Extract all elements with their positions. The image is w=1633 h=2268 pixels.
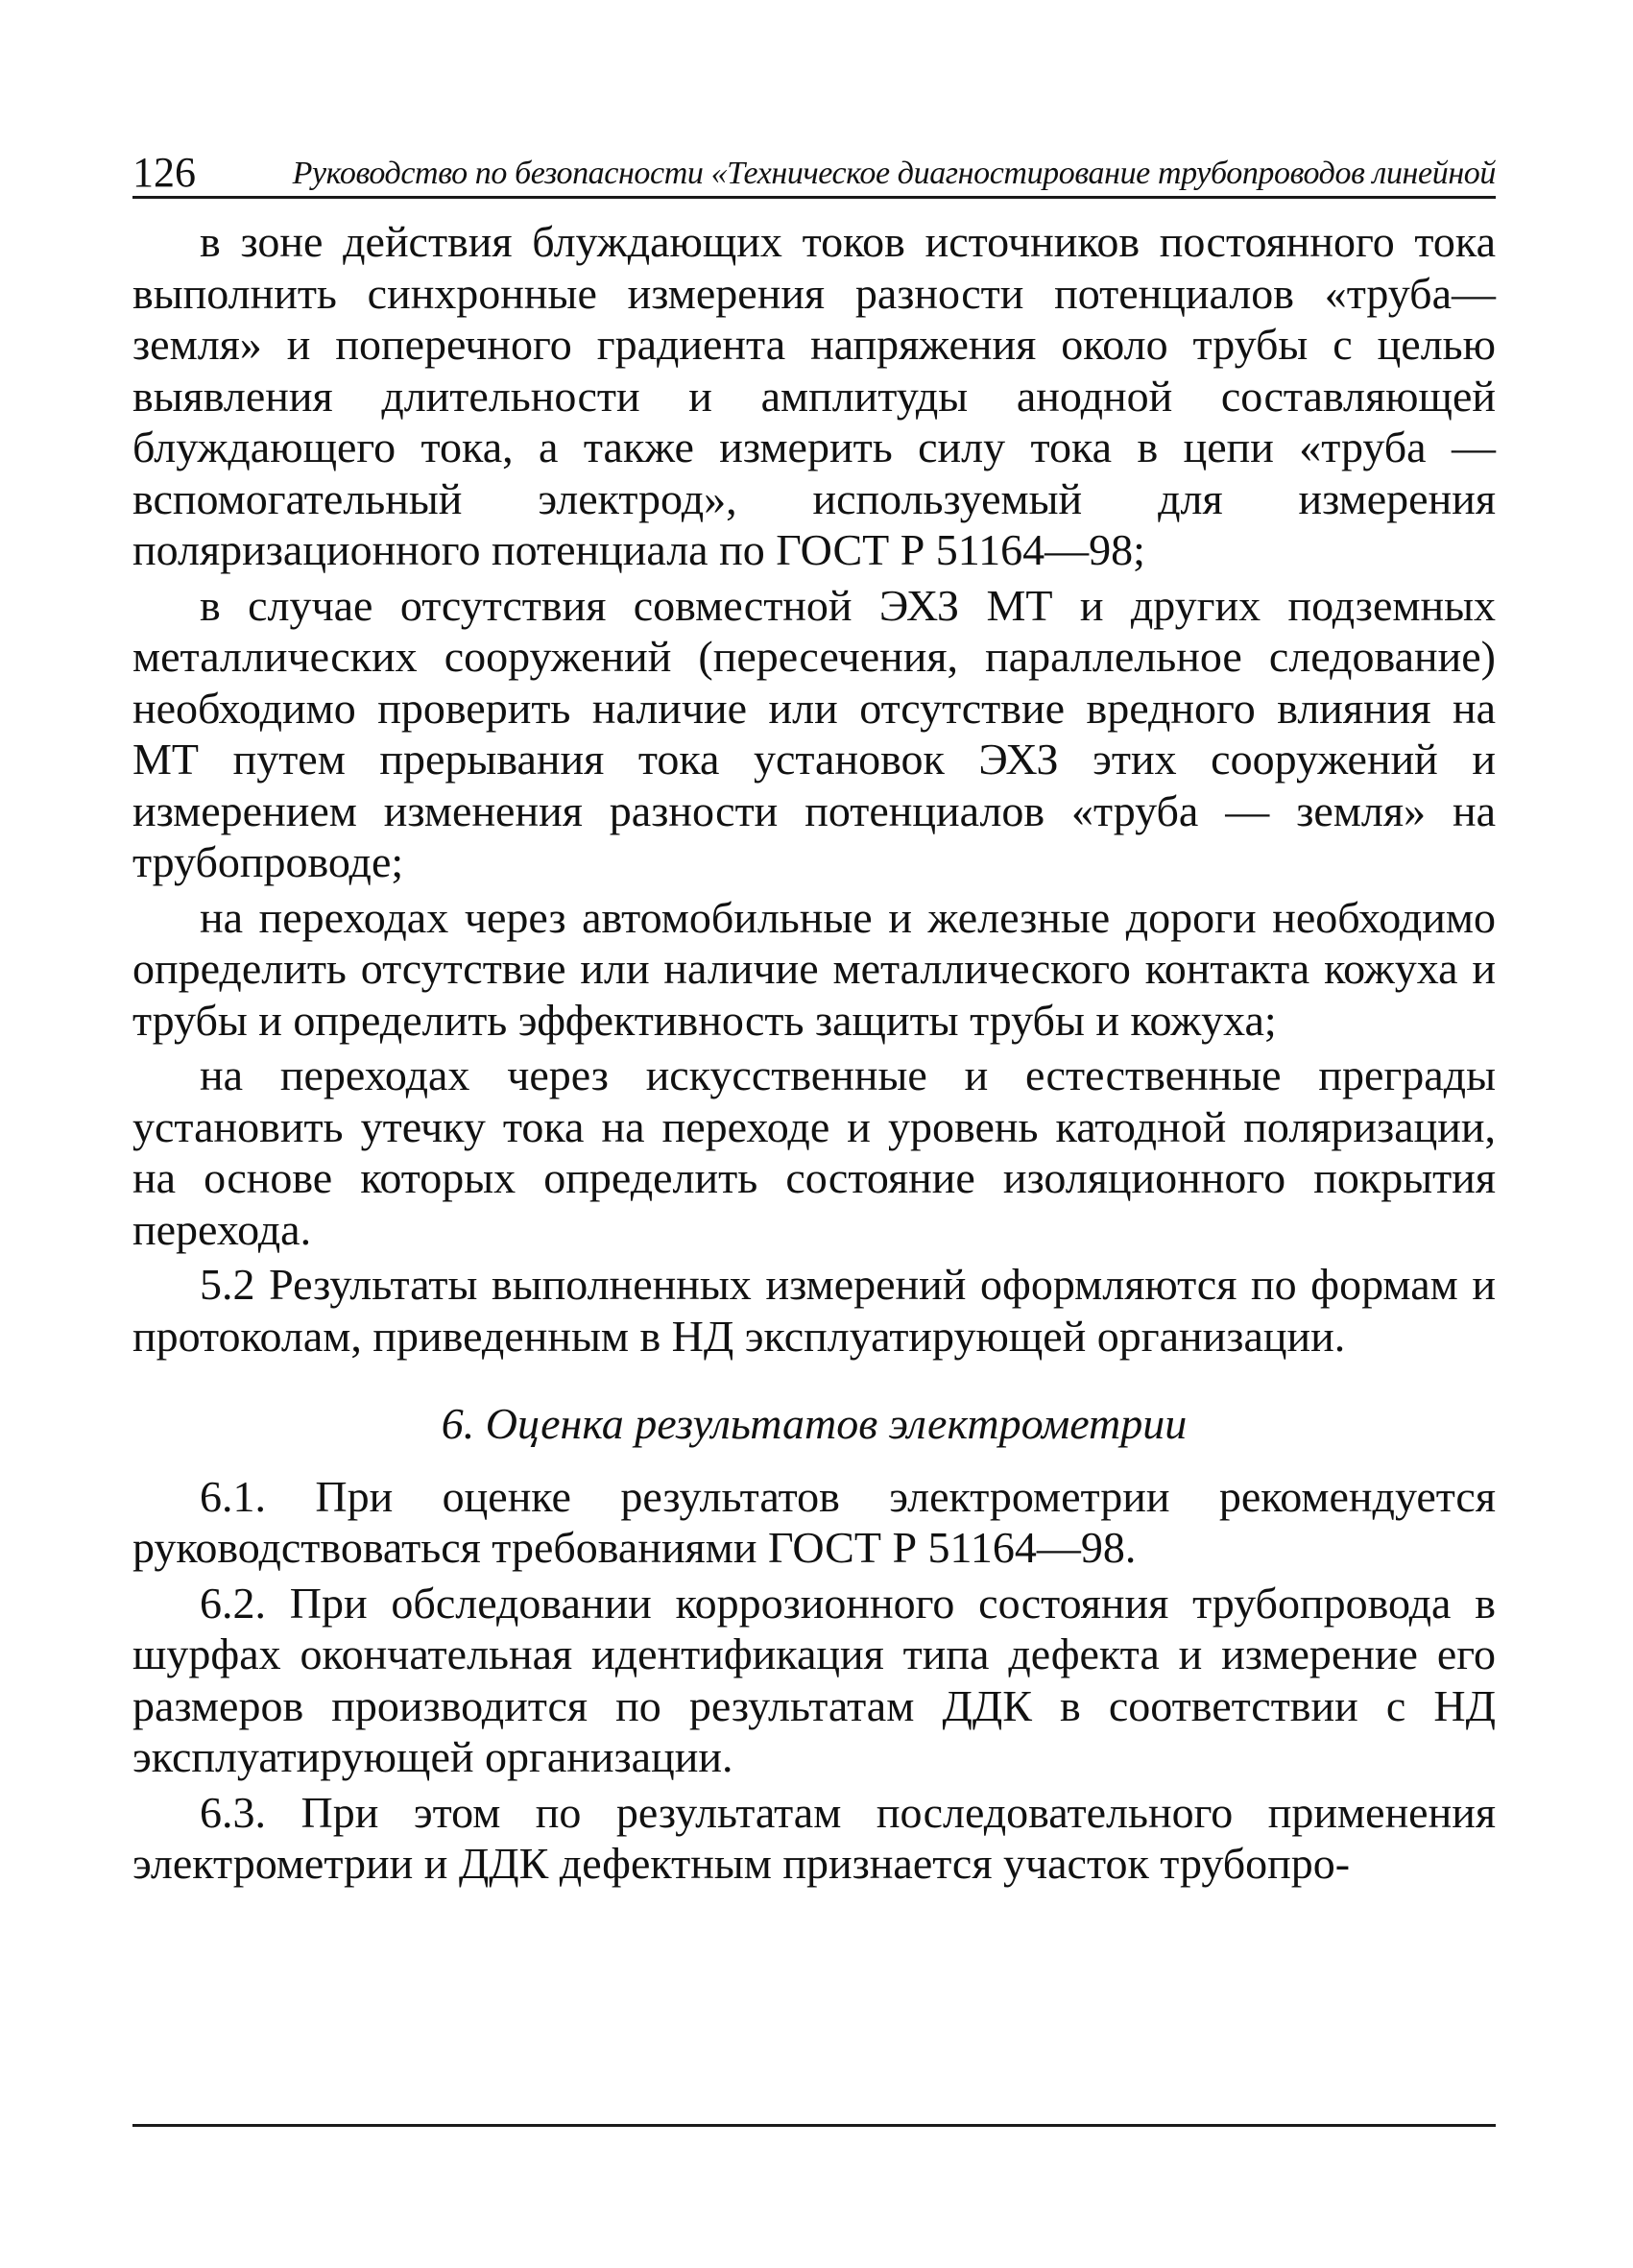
paragraph-barrier-crossings: на переходах через искусственные и естественные преграды установить утечку тока на переходе и уровень катодной поляризации, на основе которых определить состояние изоляционного покрытия перехода. xyxy=(132,1050,1496,1254)
paragraph-6-1: 6.1. При оценке результатов электрометрии рекомендуется руководствоваться требованиями ГОСТ Р 51164—98. xyxy=(132,1471,1496,1572)
page-number: 126 xyxy=(132,149,196,196)
paragraph-harmful-influence: в случае отсутствия совместной ЭХЗ МТ и других подземных металлических сооружений (пересечения, параллельное следование) необходимо проверить наличие или отсутствие вредного влияния на МТ путем прерывания тока установок ЭХЗ этих сооружений и измерением изменения разности потенциалов «труба — земля» на трубопроводе; xyxy=(132,580,1496,886)
running-title: Руководство по безопасности «Техническое диагностирование трубопроводов линейной xyxy=(292,156,1496,191)
document-page xyxy=(132,134,1496,1894)
paragraph-stray-currents: в зоне действия блуждающих токов источников постоянного тока выполнить синхронные измерения разности потенциалов «труба—земля» и поперечного градиента напряжения около трубы с целью выявления длительности и амплитуды анодной составляющей блуждающего тока, а также измерить силу тока в цепи «труба — вспомогательный электрод», используемый для измерения поляризационного потенциала по ГОСТ Р 51164—98; xyxy=(132,217,1496,574)
paragraph-road-crossings: на переходах через автомобильные и железные дороги необходимо определить отсутствие или наличие металлического контакта кожуха и трубы и определить эффективность защиты трубы и кожуха; xyxy=(132,892,1496,1045)
paragraph-6-2: 6.2. При обследовании коррозионного состояния трубопровода в шурфах окончательная идентификация типа дефекта и измерение его размеров производится по результатам ДДК в соответствии с НД эксплуатирующей организации. xyxy=(132,1578,1496,1781)
running-header xyxy=(132,134,1496,199)
paragraph-5-2: 5.2 Результаты выполненных измерений оформляются по формам и протоколам, приведенным в НД эксплуатирующей организации. xyxy=(132,1260,1496,1361)
body-text xyxy=(132,216,1496,1890)
section-title: 6. Оценка результатов электрометрии xyxy=(441,1399,1188,1448)
bottom-rule xyxy=(132,2124,1496,2127)
paragraph-6-3: 6.3. При этом по результатам последовательного применения электрометрии и ДДК дефектным признается участок трубопро- xyxy=(132,1787,1496,1888)
